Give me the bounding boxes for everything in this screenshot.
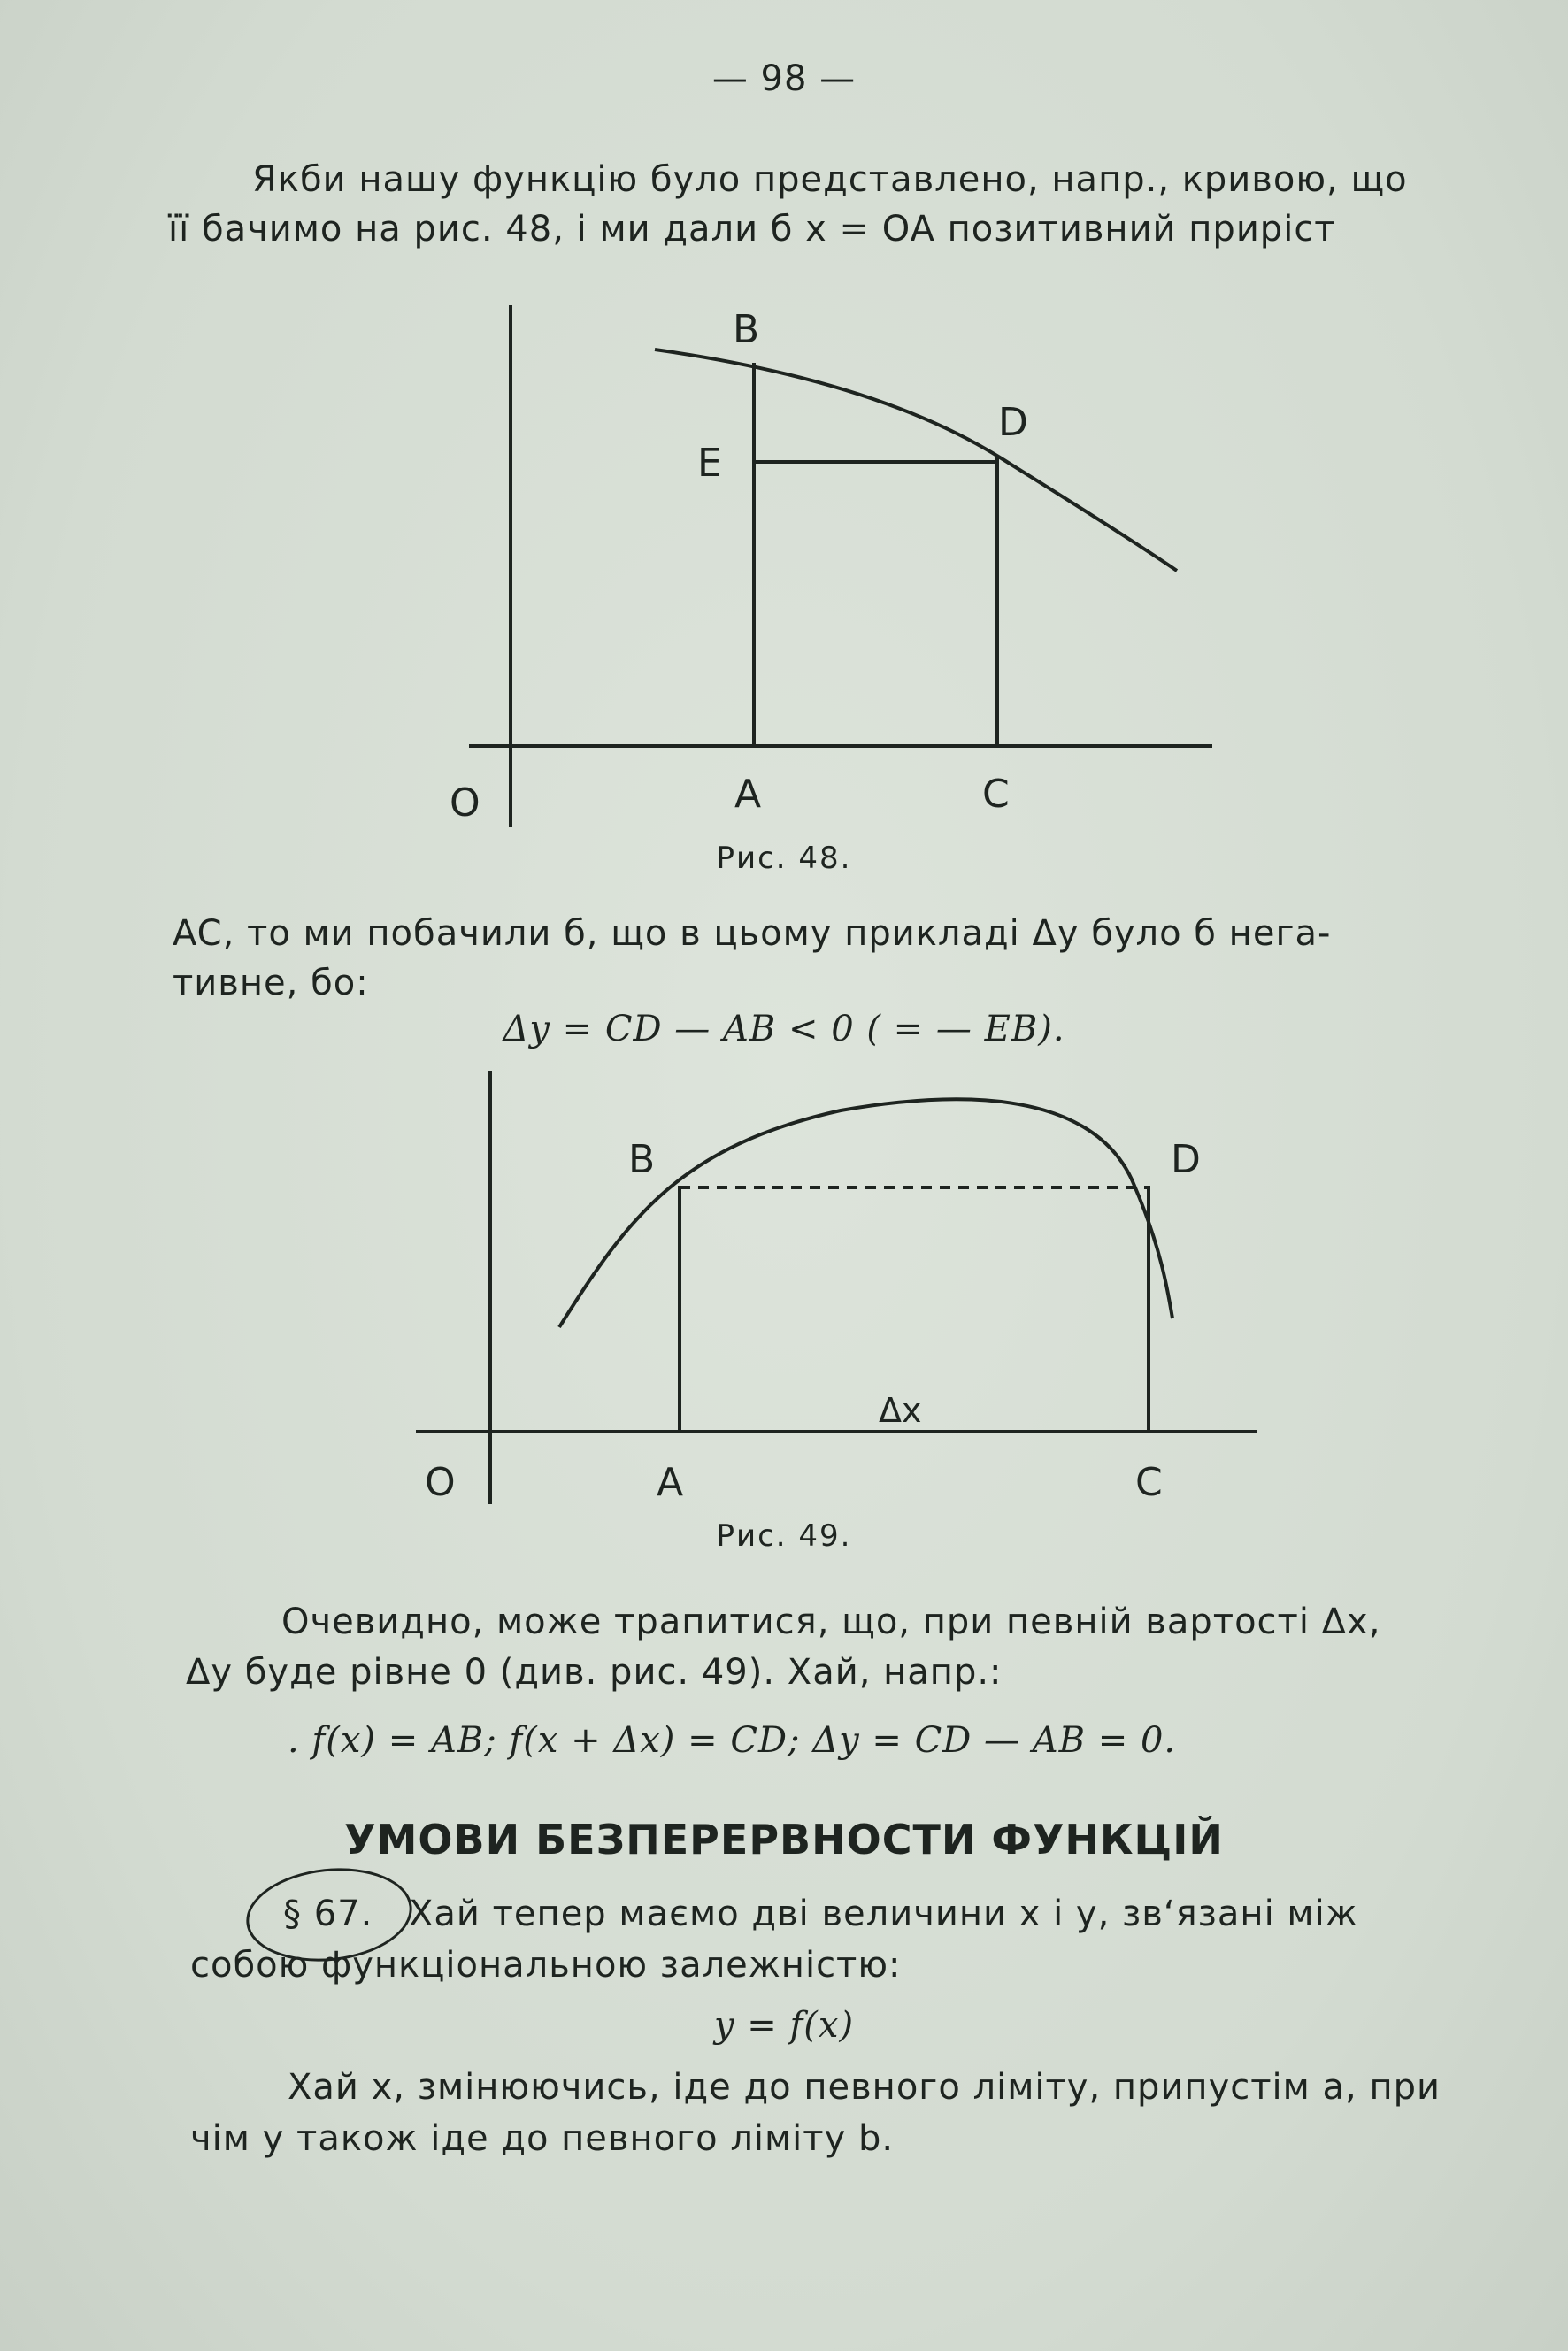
figure-48 (416, 292, 1239, 867)
paragraph-line: Δy буде рівне 0 (див. рис. 49). Хай, напр.: (186, 1652, 1003, 1693)
label-C: C (1135, 1460, 1163, 1505)
paragraph-line: її бачимо на рис. 48, і ми дали б x = OA позитивний приріст (168, 209, 1336, 250)
paragraph-line: Хай x, змінюючись, іде до певного ліміту, припустім a, при (288, 2067, 1441, 2108)
label-O: O (425, 1460, 456, 1505)
label-D: D (1171, 1137, 1201, 1182)
paragraph-line: чім y також іде до певного ліміту b. (190, 2118, 895, 2159)
paragraph-line: собою функціональною залежністю: (190, 1945, 902, 1986)
formula: y = f(x) (713, 2005, 855, 2046)
figure-49 (398, 1062, 1265, 1540)
paragraph-line: AC, то ми побачили б, що в цьому прикладі Δy було б нега- (173, 913, 1332, 954)
label-D: D (998, 400, 1028, 445)
paragraph-line: Якби нашу функцію було представлено, напр., кривою, що (252, 159, 1408, 200)
formula: Δy = CD — AB < 0 ( = — EB). (503, 1009, 1065, 1049)
section-number: § 67. (283, 1894, 373, 1934)
section-heading: УМОВИ БЕЗПЕРЕРВНОСТИ ФУНКЦІЙ (344, 1816, 1224, 1863)
label-C: C (982, 772, 1010, 817)
figure-48-caption: Рис. 48. (716, 841, 852, 876)
label-B: B (733, 307, 760, 352)
label-A: A (734, 772, 762, 817)
curve (559, 1099, 1172, 1327)
page-number: — 98 — (711, 58, 857, 99)
paragraph-line: Очевидно, може трапитися, що, при певній вартості Δx, (281, 1602, 1381, 1642)
label-O: O (450, 780, 480, 826)
formula: . f(x) = AB; f(x + Δx) = CD; Δy = CD — AB = 0. (288, 1720, 1177, 1761)
label-A: A (657, 1460, 684, 1505)
label-B: B (628, 1137, 656, 1182)
figure-49-caption: Рис. 49. (716, 1518, 852, 1554)
label-dx: Δx (879, 1391, 922, 1430)
paragraph-line: Хай тепер маємо дві величини x і y, зв‘язані між (409, 1894, 1358, 1934)
label-E: E (697, 441, 722, 486)
paragraph-line: тивне, бо: (173, 963, 369, 1003)
